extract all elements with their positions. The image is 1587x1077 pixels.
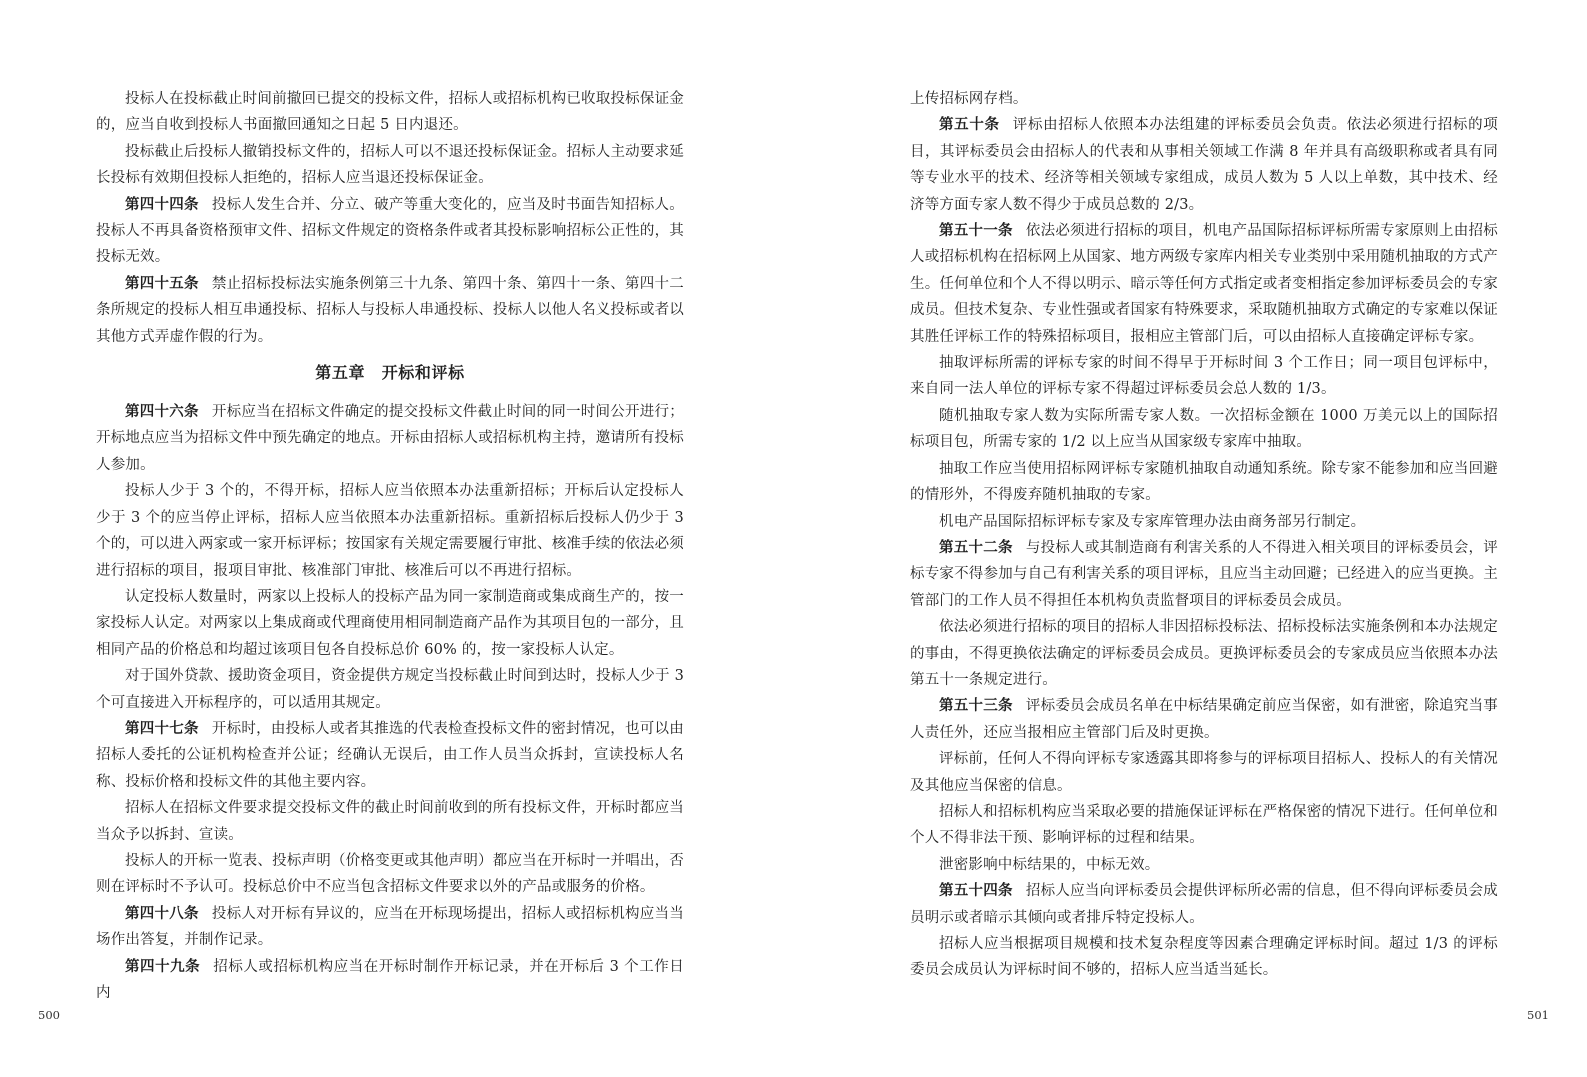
paragraph-fewer-than-three-bidders bbox=[96, 478, 684, 584]
article-number: 第五十四条 bbox=[939, 882, 1013, 900]
paragraph-foreign-loan-projects bbox=[96, 663, 684, 716]
article-50 bbox=[910, 112, 1498, 218]
article-49 bbox=[96, 954, 684, 1007]
paragraph-text: 泄密影响中标结果的，中标无效。 bbox=[939, 856, 1160, 873]
paragraph-opening-summary bbox=[96, 848, 684, 901]
paragraph-deposit-refund-withdrawal bbox=[96, 86, 684, 139]
paragraph-bidder-count bbox=[96, 584, 684, 663]
article-number: 第五十二条 bbox=[939, 538, 1013, 556]
article-number: 第四十五条 bbox=[125, 274, 199, 292]
article-53 bbox=[910, 693, 1498, 746]
article-46 bbox=[96, 399, 684, 478]
paragraph-text: 招标人应当根据项目规模和技术复杂程度等因素合理确定评标时间。超过 1/3 的评标委员会成员认为评标时间不够的，招标人应当适当延长。 bbox=[910, 936, 1498, 979]
page-number-right: 501 bbox=[1527, 1008, 1549, 1022]
paragraph-text: 上传招标网存档。 bbox=[910, 91, 1028, 107]
paragraph-text: 抽取评标所需的评标专家的时间不得早于开标时间 3 个工作日；同一项目包评标中，来自同一法人单位的评标专家不得超过评标委员会总人数的 1/3。 bbox=[910, 355, 1498, 398]
article-45 bbox=[96, 271, 684, 350]
paragraph-evaluation-time bbox=[910, 931, 1498, 984]
article-text: 开标应当在招标文件确定的提交投标文件截止时间的同一时间公开进行；开标地点应当为招标文件中预先确定的地点。开标由招标人或招标机构主持，邀请所有投标人参加。 bbox=[96, 404, 685, 473]
paragraph-leak-invalidates bbox=[910, 852, 1498, 878]
article-text: 招标人或招标机构应当在开标时制作开标记录，并在开标后 3 个工作日内 bbox=[96, 958, 685, 1001]
chapter-title: 第五章 开标和评标 bbox=[315, 363, 465, 383]
article-text: 禁止招标投标法实施条例第三十九条、第四十条、第四十一条、第四十二条所规定的投标人相互串通投标、招标人与投标人串通投标、投标人以他人名义投标或者以其他方式弄虚作假的行为。 bbox=[96, 275, 685, 345]
paragraph-all-bids-opened bbox=[96, 795, 684, 848]
article-number: 第五十条 bbox=[939, 116, 1000, 134]
article-44 bbox=[96, 192, 684, 271]
paragraph-text: 随机抽取专家人数为实际所需专家人数。一次招标金额在 1000 万美元以上的国际招标项目包，所需专家的 1/2 以上应当从国家级专家库中抽取。 bbox=[910, 407, 1498, 451]
paragraph-expert-management-rules bbox=[910, 509, 1498, 535]
right-page bbox=[793, 0, 1587, 1077]
article-number: 第四十七条 bbox=[125, 719, 199, 737]
article-number: 第四十四条 bbox=[125, 195, 199, 213]
paragraph-text: 对于国外贷款、援助资金项目，资金提供方规定当投标截止时间到达时，投标人少于 3 个可直接进入开标程序的，可以适用其规定。 bbox=[96, 668, 684, 711]
paragraph-text: 投标人在投标截止时间前撤回已提交的投标文件，招标人或招标机构已收取投标保证金的，应当自收到投标人书面撤回通知之日起 5 日内退还。 bbox=[96, 91, 684, 134]
paragraph-text: 机电产品国际招标评标专家及专家库管理办法由商务部另行制定。 bbox=[939, 513, 1366, 530]
article-text: 招标人应当向评标委员会提供评标所必需的信息，但不得向评标委员会成员明示或者暗示其倾向或者排斥特定投标人。 bbox=[910, 883, 1499, 926]
paragraph-pre-evaluation-confidentiality bbox=[910, 746, 1498, 799]
paragraph-text: 依法必须进行招标的项目的招标人非因招标投标法、招标投标法实施条例和本办法规定的事由，不得更换依法确定的评标委员会成员。更换评标委员会的专家成员应当依照本办法第五十一条规定进行。 bbox=[910, 619, 1498, 688]
paragraph-confidential-evaluation bbox=[910, 799, 1498, 852]
article-number: 第五十三条 bbox=[939, 697, 1013, 715]
left-page bbox=[0, 0, 793, 1077]
paragraph-auto-notification-system bbox=[910, 456, 1498, 509]
article-number: 第四十六条 bbox=[125, 403, 199, 421]
page-number-left: 500 bbox=[38, 1008, 60, 1022]
paragraph-text: 招标人和招标机构应当采取必要的措施保证评标在严格保密的情况下进行。任何单位和个人不得非法干预、影响评标的过程和结果。 bbox=[910, 803, 1498, 847]
article-text: 依法必须进行招标的项目，机电产品国际招标评标所需专家原则上由招标人或招标机构在招标网上从国家、地方两级专家库内相关专业类别中采用随机抽取的方式产生。任何单位和个人不得以明示、暗示等任何方式指定或者变相指定参加评标委员会的专家成员。但技术复杂、专业性强或者国家有特殊要求，采取随机抽取方式确定的专家难以保证其胜任评标工作的特殊招标项目，报相应主管部门后，可以由招标人直接确定评标专家。 bbox=[910, 223, 1499, 345]
paragraph-text: 招标人在招标文件要求提交投标文件的截止时间前收到的所有投标文件，开标时都应当当众予以拆封、宣读。 bbox=[96, 800, 684, 843]
paragraph-text: 投标人少于 3 个的，不得开标，招标人应当依照本办法重新招标；开标后认定投标人少于 3 个的应当停止评标，招标人应当依照本办法重新招标。重新招标后投标人仍少于 3 个的，可以进入两家或一家开标评标；按国家有关规定需要履行审批、核准手续的依法必须进行招标的项目，报项目审批、核准部门审批、核准后可以不再进行招标。 bbox=[96, 483, 684, 579]
paragraph-committee-replacement bbox=[910, 614, 1498, 693]
article-text: 开标时，由投标人或者其推选的代表检查投标文件的密封情况，也可以由招标人委托的公证机构检查并公证；经确认无误后，由工作人员当众拆封，宣读投标人名称、投标价格和投标文件的其他主要内容。 bbox=[96, 720, 685, 790]
paragraph-expert-selection-timing bbox=[910, 350, 1498, 403]
paragraph-text: 抽取工作应当使用招标网评标专家随机抽取自动通知系统。除专家不能参加和应当回避的情形外，不得废弃随机抽取的专家。 bbox=[910, 460, 1498, 504]
paragraph-text: 投标截止后投标人撤销投标文件的，招标人可以不退还投标保证金。招标人主动要求延长投标有效期但投标人拒绝的，招标人应当退还投标保证金。 bbox=[96, 143, 684, 187]
paragraph-text: 评标前，任何人不得向评标专家透露其即将参与的评标项目招标人、投标人的有关情况及其他应当保密的信息。 bbox=[910, 751, 1498, 794]
paragraph-continuation bbox=[910, 86, 1498, 112]
article-number: 第四十八条 bbox=[125, 904, 199, 922]
article-text: 评标由招标人依照本办法组建的评标委员会负责。依法必须进行招标的项目，其评标委员会由招标人的代表和从事相关领域工作满 8 年并具有高级职称或者具有同等专业水平的技术、经济等相关领域专家组成，成员人数为 5 人以上单数，其中技术、经济等方面专家人数不得少于成员总数的 2/3。 bbox=[910, 117, 1498, 213]
article-52 bbox=[910, 535, 1498, 614]
article-number: 第四十九条 bbox=[125, 957, 201, 975]
paragraph-random-selection-count bbox=[910, 403, 1498, 456]
paragraph-text: 投标人的开标一览表、投标声明（价格变更或其他声明）都应当在开标时一并唱出，否则在评标时不予认可。投标总价中不应当包含招标文件要求以外的产品或服务的价格。 bbox=[96, 852, 684, 896]
article-54 bbox=[910, 878, 1498, 931]
right-page-text-column bbox=[910, 86, 1498, 984]
article-47 bbox=[96, 716, 684, 795]
article-48 bbox=[96, 901, 684, 954]
left-page-text-column bbox=[96, 86, 684, 1006]
paragraph-deposit-after-deadline bbox=[96, 139, 684, 192]
article-text: 与投标人或其制造商有利害关系的人不得进入相关项目的评标委员会，评标专家不得参加与自己有利害关系的项目评标，且应当主动回避；已经进入的应当更换。主管部门的工作人员不得担任本机构负责监督项目的评标委员会成员。 bbox=[910, 539, 1499, 609]
article-text: 评标委员会成员名单在中标结果确定前应当保密，如有泄密，除追究当事人责任外，还应当报相应主管部门后及时更换。 bbox=[910, 698, 1499, 741]
article-text: 投标人发生合并、分立、破产等重大变化的，应当及时书面告知招标人。投标人不再具备资格预审文件、招标文件规定的资格条件或者其投标影响招标公正性的，其投标无效。 bbox=[96, 196, 685, 266]
article-51 bbox=[910, 218, 1498, 350]
article-number: 第五十一条 bbox=[939, 222, 1013, 240]
article-text: 投标人对开标有异议的，应当在开标现场提出，招标人或招标机构应当当场作出答复，并制作记录。 bbox=[96, 905, 685, 949]
paragraph-text: 认定投标人数量时，两家以上投标人的投标产品为同一家制造商或集成商生产的，按一家投标人认定。对两家以上集成商或代理商使用相同制造商产品作为其项目包的一部分，且相同产品的价格总和均超过该项目包各自投标总价 60% 的，按一家投标人认定。 bbox=[96, 588, 684, 658]
